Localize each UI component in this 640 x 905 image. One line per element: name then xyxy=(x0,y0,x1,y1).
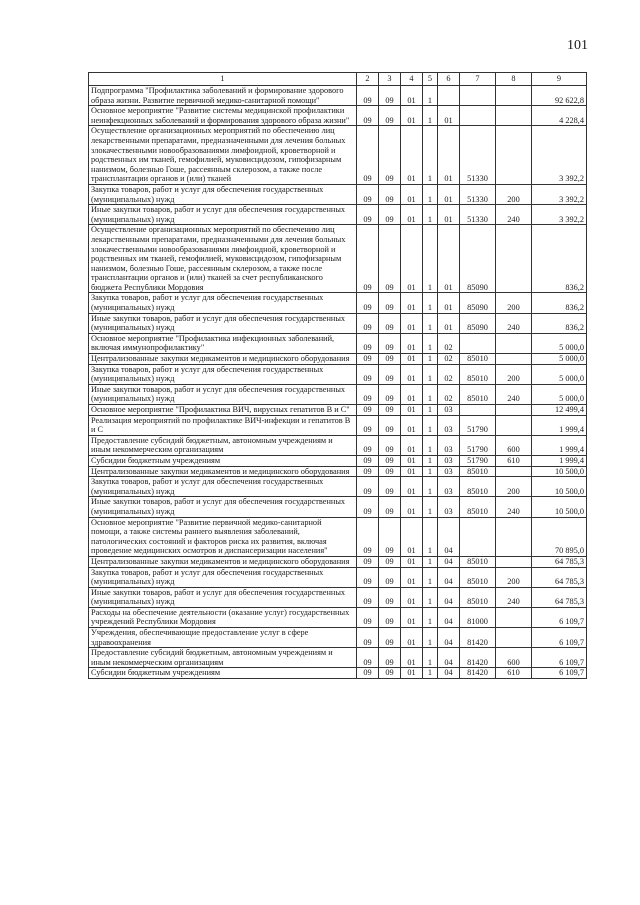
row-code-2: 09 xyxy=(357,364,379,384)
row-code-7: 51330 xyxy=(460,126,496,185)
row-amount: 5 000,0 xyxy=(532,354,587,365)
row-amount: 10 500,0 xyxy=(532,466,587,477)
row-code-4: 01 xyxy=(401,205,423,225)
row-code-4: 01 xyxy=(401,587,423,607)
row-code-5: 1 xyxy=(423,313,438,333)
row-code-3: 09 xyxy=(379,477,401,497)
row-code-3: 09 xyxy=(379,384,401,404)
row-code-6: 02 xyxy=(438,384,460,404)
row-code-6: 03 xyxy=(438,405,460,416)
row-code-4: 01 xyxy=(401,628,423,648)
row-code-3: 09 xyxy=(379,648,401,668)
row-code-6: 02 xyxy=(438,364,460,384)
table-row xyxy=(89,435,587,455)
row-code-8 xyxy=(496,415,532,435)
row-code-2: 09 xyxy=(357,455,379,466)
row-amount: 836,2 xyxy=(532,225,587,293)
row-code-2: 09 xyxy=(357,567,379,587)
row-code-7: 85010 xyxy=(460,497,496,517)
row-name: Расходы на обеспечение деятельности (оказание услуг) государственных учреждений Республики Мордовия xyxy=(89,607,357,627)
row-code-2: 09 xyxy=(357,405,379,416)
row-code-7: 85090 xyxy=(460,293,496,313)
row-amount: 5 000,0 xyxy=(532,384,587,404)
row-code-5: 1 xyxy=(423,364,438,384)
row-amount: 836,2 xyxy=(532,293,587,313)
table-row xyxy=(89,415,587,435)
header-col-9: 9 xyxy=(532,73,587,86)
table-row xyxy=(89,184,587,204)
row-code-3: 09 xyxy=(379,225,401,293)
table-row xyxy=(89,205,587,225)
row-amount: 5 000,0 xyxy=(532,364,587,384)
row-code-4: 01 xyxy=(401,455,423,466)
row-code-2: 09 xyxy=(357,126,379,185)
row-name: Основное мероприятие "Профилактика инфекционных заболеваний, включая иммунопрофилактику" xyxy=(89,333,357,353)
row-code-8: 200 xyxy=(496,477,532,497)
table-row xyxy=(89,405,587,416)
header-col-7: 7 xyxy=(460,73,496,86)
row-name: Субсидии бюджетным учреждениям xyxy=(89,455,357,466)
table-row xyxy=(89,607,587,627)
row-code-6: 02 xyxy=(438,354,460,365)
row-amount: 3 392,2 xyxy=(532,184,587,204)
row-code-8: 200 xyxy=(496,567,532,587)
row-code-6: 01 xyxy=(438,184,460,204)
row-code-2: 09 xyxy=(357,333,379,353)
table-row xyxy=(89,225,587,293)
row-code-7: 51790 xyxy=(460,455,496,466)
table-row xyxy=(89,354,587,365)
row-code-6: 04 xyxy=(438,668,460,679)
row-code-8: 240 xyxy=(496,313,532,333)
row-code-7: 51330 xyxy=(460,184,496,204)
row-code-7: 85010 xyxy=(460,364,496,384)
row-amount: 6 109,7 xyxy=(532,648,587,668)
row-name: Осуществление организационных мероприятий по обеспечению лиц лекарственными препаратами, предназначенными для лечения больных злокачественными новообразованиями лимфоидной, кроветворной и родственных им тканей, гемофилией, муковисцидозом, гипофизарным нанизмом, болезнью Гоше, рассеянным склерозом, а также после трансплантации органов и (или) тканей xyxy=(89,126,357,185)
row-code-2: 09 xyxy=(357,354,379,365)
row-code-8: 240 xyxy=(496,205,532,225)
row-code-4: 01 xyxy=(401,517,423,556)
row-code-6: 04 xyxy=(438,556,460,567)
row-code-8: 240 xyxy=(496,384,532,404)
row-code-6: 01 xyxy=(438,106,460,126)
row-code-4: 01 xyxy=(401,354,423,365)
row-code-6: 01 xyxy=(438,205,460,225)
row-code-2: 09 xyxy=(357,86,379,106)
row-code-6: 03 xyxy=(438,497,460,517)
row-code-8: 200 xyxy=(496,184,532,204)
row-code-6: 03 xyxy=(438,415,460,435)
row-amount: 1 999,4 xyxy=(532,435,587,455)
table-row xyxy=(89,293,587,313)
row-code-5: 1 xyxy=(423,497,438,517)
row-code-3: 09 xyxy=(379,668,401,679)
row-code-6: 01 xyxy=(438,313,460,333)
row-name: Реализация мероприятий по профилактике ВИЧ-инфекции и гепатитов В и С xyxy=(89,415,357,435)
row-code-5: 1 xyxy=(423,477,438,497)
row-name: Предоставление субсидий бюджетным, автономным учреждениям и иным некоммерческим организациям xyxy=(89,648,357,668)
row-code-4: 01 xyxy=(401,364,423,384)
row-code-3: 09 xyxy=(379,205,401,225)
row-code-6: 01 xyxy=(438,126,460,185)
header-col-3: 3 xyxy=(379,73,401,86)
row-name: Закупка товаров, работ и услуг для обеспечения государственных (муниципальных) нужд xyxy=(89,567,357,587)
row-code-4: 01 xyxy=(401,466,423,477)
row-code-5: 1 xyxy=(423,517,438,556)
table-row xyxy=(89,517,587,556)
header-col-4: 4 xyxy=(401,73,423,86)
row-code-5: 1 xyxy=(423,628,438,648)
row-code-8 xyxy=(496,333,532,353)
row-code-2: 09 xyxy=(357,628,379,648)
row-code-5: 1 xyxy=(423,556,438,567)
row-name: Субсидии бюджетным учреждениям xyxy=(89,668,357,679)
row-code-3: 09 xyxy=(379,607,401,627)
row-code-7: 51330 xyxy=(460,205,496,225)
row-amount: 1 999,4 xyxy=(532,455,587,466)
row-amount: 70 895,0 xyxy=(532,517,587,556)
row-code-6: 03 xyxy=(438,477,460,497)
row-code-2: 09 xyxy=(357,497,379,517)
row-code-2: 09 xyxy=(357,184,379,204)
row-code-5: 1 xyxy=(423,225,438,293)
row-code-3: 09 xyxy=(379,556,401,567)
row-amount: 6 109,7 xyxy=(532,628,587,648)
row-code-5: 1 xyxy=(423,205,438,225)
row-code-6: 01 xyxy=(438,293,460,313)
row-code-8 xyxy=(496,225,532,293)
row-code-7: 85090 xyxy=(460,225,496,293)
row-code-5: 1 xyxy=(423,333,438,353)
row-code-4: 01 xyxy=(401,184,423,204)
row-code-3: 09 xyxy=(379,364,401,384)
row-code-3: 09 xyxy=(379,587,401,607)
row-code-5: 1 xyxy=(423,567,438,587)
row-code-8 xyxy=(496,466,532,477)
row-code-8: 240 xyxy=(496,587,532,607)
row-code-3: 09 xyxy=(379,184,401,204)
row-code-5: 1 xyxy=(423,415,438,435)
row-amount: 836,2 xyxy=(532,313,587,333)
table-row xyxy=(89,648,587,668)
row-amount: 1 999,4 xyxy=(532,415,587,435)
row-amount: 6 109,7 xyxy=(532,607,587,627)
row-code-2: 09 xyxy=(357,415,379,435)
row-code-8 xyxy=(496,86,532,106)
row-code-2: 09 xyxy=(357,477,379,497)
row-code-5: 1 xyxy=(423,384,438,404)
row-amount: 64 785,3 xyxy=(532,567,587,587)
row-code-8: 600 xyxy=(496,435,532,455)
row-name: Иные закупки товаров, работ и услуг для обеспечения государственных (муниципальных) нужд xyxy=(89,497,357,517)
budget-table xyxy=(88,72,587,679)
row-amount: 10 500,0 xyxy=(532,497,587,517)
row-code-6: 03 xyxy=(438,455,460,466)
row-code-3: 09 xyxy=(379,126,401,185)
row-code-2: 09 xyxy=(357,517,379,556)
page-number: 101 xyxy=(567,38,588,53)
row-amount: 4 228,4 xyxy=(532,106,587,126)
row-code-6: 04 xyxy=(438,628,460,648)
row-name: Закупка товаров, работ и услуг для обеспечения государственных (муниципальных) нужд xyxy=(89,184,357,204)
row-name: Иные закупки товаров, работ и услуг для обеспечения государственных (муниципальных) нужд xyxy=(89,587,357,607)
row-code-8: 610 xyxy=(496,455,532,466)
row-code-4: 01 xyxy=(401,126,423,185)
header-col-6: 6 xyxy=(438,73,460,86)
row-code-2: 09 xyxy=(357,293,379,313)
row-code-3: 09 xyxy=(379,455,401,466)
row-code-8 xyxy=(496,556,532,567)
row-code-4: 01 xyxy=(401,477,423,497)
row-name: Закупка товаров, работ и услуг для обеспечения государственных (муниципальных) нужд xyxy=(89,364,357,384)
row-code-7 xyxy=(460,405,496,416)
row-code-7 xyxy=(460,333,496,353)
row-code-7: 81000 xyxy=(460,607,496,627)
row-name: Предоставление субсидий бюджетным, автономным учреждениям и иным некоммерческим организациям xyxy=(89,435,357,455)
row-code-7: 85010 xyxy=(460,466,496,477)
table-row xyxy=(89,628,587,648)
row-code-7: 85010 xyxy=(460,384,496,404)
row-code-3: 09 xyxy=(379,293,401,313)
row-code-3: 09 xyxy=(379,497,401,517)
row-code-6 xyxy=(438,86,460,106)
row-code-2: 09 xyxy=(357,435,379,455)
row-code-7: 51790 xyxy=(460,435,496,455)
row-amount: 3 392,2 xyxy=(532,205,587,225)
row-code-3: 09 xyxy=(379,313,401,333)
row-code-4: 01 xyxy=(401,293,423,313)
row-code-8: 200 xyxy=(496,293,532,313)
row-code-2: 09 xyxy=(357,668,379,679)
row-code-7: 85010 xyxy=(460,556,496,567)
row-name: Иные закупки товаров, работ и услуг для обеспечения государственных (муниципальных) нужд xyxy=(89,384,357,404)
row-code-8 xyxy=(496,628,532,648)
row-code-6: 04 xyxy=(438,607,460,627)
row-code-3: 09 xyxy=(379,628,401,648)
table-row xyxy=(89,668,587,679)
table-row xyxy=(89,313,587,333)
table-row xyxy=(89,455,587,466)
row-code-8 xyxy=(496,517,532,556)
row-code-8: 240 xyxy=(496,497,532,517)
row-code-6: 01 xyxy=(438,225,460,293)
row-code-7: 85010 xyxy=(460,587,496,607)
row-name: Иные закупки товаров, работ и услуг для обеспечения государственных (муниципальных) нужд xyxy=(89,205,357,225)
row-amount: 3 392,2 xyxy=(532,126,587,185)
row-code-4: 01 xyxy=(401,313,423,333)
row-name: Закупка товаров, работ и услуг для обеспечения государственных (муниципальных) нужд xyxy=(89,293,357,313)
row-code-5: 1 xyxy=(423,648,438,668)
row-code-3: 09 xyxy=(379,405,401,416)
row-code-5: 1 xyxy=(423,184,438,204)
row-code-8: 600 xyxy=(496,648,532,668)
row-code-7 xyxy=(460,106,496,126)
row-code-2: 09 xyxy=(357,313,379,333)
row-code-2: 09 xyxy=(357,466,379,477)
row-code-5: 1 xyxy=(423,293,438,313)
row-code-5: 1 xyxy=(423,86,438,106)
row-name: Централизованные закупки медикаментов и медицинского оборудования xyxy=(89,556,357,567)
row-code-4: 01 xyxy=(401,567,423,587)
table-row xyxy=(89,587,587,607)
row-code-3: 09 xyxy=(379,354,401,365)
row-code-4: 01 xyxy=(401,333,423,353)
row-code-7: 51790 xyxy=(460,415,496,435)
table-row xyxy=(89,556,587,567)
row-code-6: 03 xyxy=(438,466,460,477)
row-code-2: 09 xyxy=(357,205,379,225)
row-amount: 92 622,8 xyxy=(532,86,587,106)
row-code-2: 09 xyxy=(357,225,379,293)
row-code-3: 09 xyxy=(379,466,401,477)
row-amount: 12 499,4 xyxy=(532,405,587,416)
row-name: Основное мероприятие "Развитие системы медицинской профилактики неинфекционных заболеваний и формирования здорового образа жизни" xyxy=(89,106,357,126)
row-code-3: 09 xyxy=(379,333,401,353)
row-name: Осуществление организационных мероприятий по обеспечению лиц лекарственными препаратами, предназначенными для лечения больных злокачественными новообразованиями лимфоидной, кроветворной и родственных им тканей, гемофилией, муковисцидозом, гипофизарным нанизмом, болезнью Гоше, рассеянным склерозом, а также после трансплантации органов и (или) тканей за счет республиканского бюджета Республики Мордовия xyxy=(89,225,357,293)
row-code-5: 1 xyxy=(423,466,438,477)
row-code-4: 01 xyxy=(401,668,423,679)
row-code-8 xyxy=(496,126,532,185)
row-code-4: 01 xyxy=(401,607,423,627)
table-row xyxy=(89,384,587,404)
row-code-4: 01 xyxy=(401,497,423,517)
row-code-3: 09 xyxy=(379,86,401,106)
row-code-6: 04 xyxy=(438,517,460,556)
table-row xyxy=(89,466,587,477)
row-code-8 xyxy=(496,354,532,365)
row-code-6: 04 xyxy=(438,648,460,668)
header-col-1: 1 xyxy=(89,73,357,86)
row-code-7 xyxy=(460,517,496,556)
row-code-3: 09 xyxy=(379,517,401,556)
row-code-2: 09 xyxy=(357,587,379,607)
row-name: Основное мероприятие "Профилактика ВИЧ, вирусных гепатитов В и С" xyxy=(89,405,357,416)
table-row xyxy=(89,86,587,106)
table-row xyxy=(89,106,587,126)
row-code-5: 1 xyxy=(423,607,438,627)
row-code-5: 1 xyxy=(423,455,438,466)
table-row xyxy=(89,126,587,185)
header-col-8: 8 xyxy=(496,73,532,86)
table-body xyxy=(89,86,587,679)
row-code-8 xyxy=(496,607,532,627)
row-code-7: 85090 xyxy=(460,313,496,333)
row-code-3: 09 xyxy=(379,435,401,455)
row-code-7: 81420 xyxy=(460,648,496,668)
table-row xyxy=(89,567,587,587)
row-name: Централизованные закупки медикаментов и медицинского оборудования xyxy=(89,354,357,365)
row-code-4: 01 xyxy=(401,435,423,455)
row-code-4: 01 xyxy=(401,225,423,293)
row-code-7: 85010 xyxy=(460,354,496,365)
row-code-5: 1 xyxy=(423,435,438,455)
row-code-2: 09 xyxy=(357,648,379,668)
row-code-2: 09 xyxy=(357,607,379,627)
row-code-6: 02 xyxy=(438,333,460,353)
row-code-5: 1 xyxy=(423,354,438,365)
row-code-4: 01 xyxy=(401,415,423,435)
row-code-2: 09 xyxy=(357,384,379,404)
row-code-6: 03 xyxy=(438,435,460,455)
row-code-4: 01 xyxy=(401,384,423,404)
row-code-5: 1 xyxy=(423,668,438,679)
row-code-7 xyxy=(460,86,496,106)
row-name: Подпрограмма "Профилактика заболеваний и формирование здорового образа жизни. Развитие первичной медико-санитарной помощи" xyxy=(89,86,357,106)
row-code-6: 04 xyxy=(438,567,460,587)
row-amount: 6 109,7 xyxy=(532,668,587,679)
row-code-4: 01 xyxy=(401,405,423,416)
row-code-5: 1 xyxy=(423,587,438,607)
row-code-4: 01 xyxy=(401,106,423,126)
row-name: Централизованные закупки медикаментов и медицинского оборудования xyxy=(89,466,357,477)
row-name: Основное мероприятие "Развитие первичной медико-санитарной помощи, а также системы раннего выявления заболеваний, патологических состояний и факторов риска их развития, включая проведение медицинских осмотров и диспансеризации населения" xyxy=(89,517,357,556)
header-col-2: 2 xyxy=(357,73,379,86)
row-code-2: 09 xyxy=(357,106,379,126)
row-code-3: 09 xyxy=(379,567,401,587)
row-code-5: 1 xyxy=(423,126,438,185)
row-code-7: 81420 xyxy=(460,628,496,648)
row-code-4: 01 xyxy=(401,556,423,567)
row-code-6: 04 xyxy=(438,587,460,607)
row-code-3: 09 xyxy=(379,415,401,435)
table-row xyxy=(89,333,587,353)
row-code-8 xyxy=(496,405,532,416)
row-code-3: 09 xyxy=(379,106,401,126)
row-name: Иные закупки товаров, работ и услуг для обеспечения государственных (муниципальных) нужд xyxy=(89,313,357,333)
row-code-4: 01 xyxy=(401,86,423,106)
table-row xyxy=(89,497,587,517)
row-code-8: 200 xyxy=(496,364,532,384)
row-code-2: 09 xyxy=(357,556,379,567)
row-amount: 64 785,3 xyxy=(532,587,587,607)
row-code-4: 01 xyxy=(401,648,423,668)
row-code-5: 1 xyxy=(423,405,438,416)
table-row xyxy=(89,477,587,497)
header-col-5: 5 xyxy=(423,73,438,86)
row-name: Закупка товаров, работ и услуг для обеспечения государственных (муниципальных) нужд xyxy=(89,477,357,497)
row-code-8: 610 xyxy=(496,668,532,679)
row-amount: 64 785,3 xyxy=(532,556,587,567)
row-name: Учреждения, обеспечивающие предоставление услуг в сфере здравоохранения xyxy=(89,628,357,648)
row-code-7: 85010 xyxy=(460,477,496,497)
row-code-5: 1 xyxy=(423,106,438,126)
row-amount: 5 000,0 xyxy=(532,333,587,353)
row-amount: 10 500,0 xyxy=(532,477,587,497)
row-code-7: 81420 xyxy=(460,668,496,679)
row-code-8 xyxy=(496,106,532,126)
row-code-7: 85010 xyxy=(460,567,496,587)
table-row xyxy=(89,364,587,384)
table-header-row xyxy=(89,73,587,86)
